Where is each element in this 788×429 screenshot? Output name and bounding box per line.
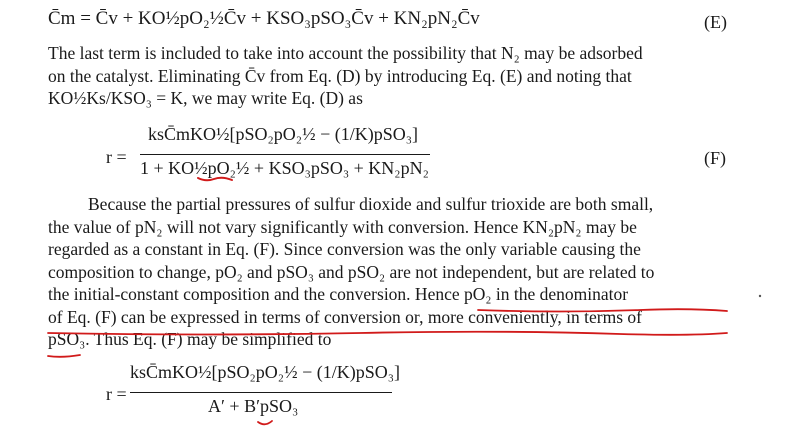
equation-final-denominator: A′ + B′pSO₃ <box>208 396 299 416</box>
equation-e <box>48 8 480 30</box>
paragraph-2-line: regarded as a constant in Eq. (F). Since conversion was the only variable causing the <box>48 239 641 259</box>
equation-f-denominator: 1 + KO½pO₂½ + KSO₃pSO₃ + KN₂pN₂ <box>140 158 429 178</box>
equation-e-label: (E) <box>704 12 727 32</box>
paragraph-1-line: on the catalyst. Eliminating C̄v from Eq. (D) by introducing Eq. (E) and noting that <box>48 65 632 86</box>
equation-final-lhs: r = <box>106 384 127 404</box>
equation-f-fraction-bar <box>140 154 430 155</box>
paragraph-2-line: the value of pN₂ will not vary significantly with conversion. Hence KN₂pN₂ may be <box>48 216 637 237</box>
equation-e-text: C̄m = C̄v + KO½pO₂½C̄v + KSO₃pSO₃C̄v + KN₂pN₂C̄v <box>48 8 480 29</box>
paragraph-2 <box>48 193 728 351</box>
paragraph-1 <box>48 42 728 110</box>
paragraph-2-line: composition to change, pO₂ and pSO₃ and pSO₂ are not independent, but are related to <box>48 261 655 282</box>
paragraph-1-line: KO½Ks/KSO₃ = K, we may write Eq. (D) as <box>48 88 363 108</box>
equation-final-fraction-bar <box>130 392 392 393</box>
paragraph-2-line: of Eq. (F) can be expressed in terms of conversion or, more conveniently, in terms of <box>48 306 642 327</box>
equation-f-label: (F) <box>704 148 726 168</box>
equation-f-numerator: ksC̄mKO½[pSO₂pO₂½ − (1/K)pSO₃] <box>148 124 418 144</box>
paragraph-1-line: The last term is included to take into account the possibility that N₂ may be adsorbed <box>48 43 643 63</box>
equation-f-lhs: r = <box>106 147 127 167</box>
paragraph-2-line: the initial-constant composition and the conversion. Hence pO₂ in the denominator <box>48 284 629 304</box>
equation-final-fraction <box>130 362 400 424</box>
equation-f-fraction <box>140 124 430 184</box>
paragraph-2-line: Because the partial pressures of sulfur dioxide and sulfur trioxide are both small, <box>88 194 654 214</box>
paragraph-2-line: pSO₃. Thus Eq. (F) may be simplified to <box>48 329 332 349</box>
equation-final-numerator: ksC̄mKO½[pSO₂pO₂½ − (1/K)pSO₃] <box>130 362 400 382</box>
underline-pso3 <box>48 355 80 357</box>
margin-dot <box>759 295 761 297</box>
